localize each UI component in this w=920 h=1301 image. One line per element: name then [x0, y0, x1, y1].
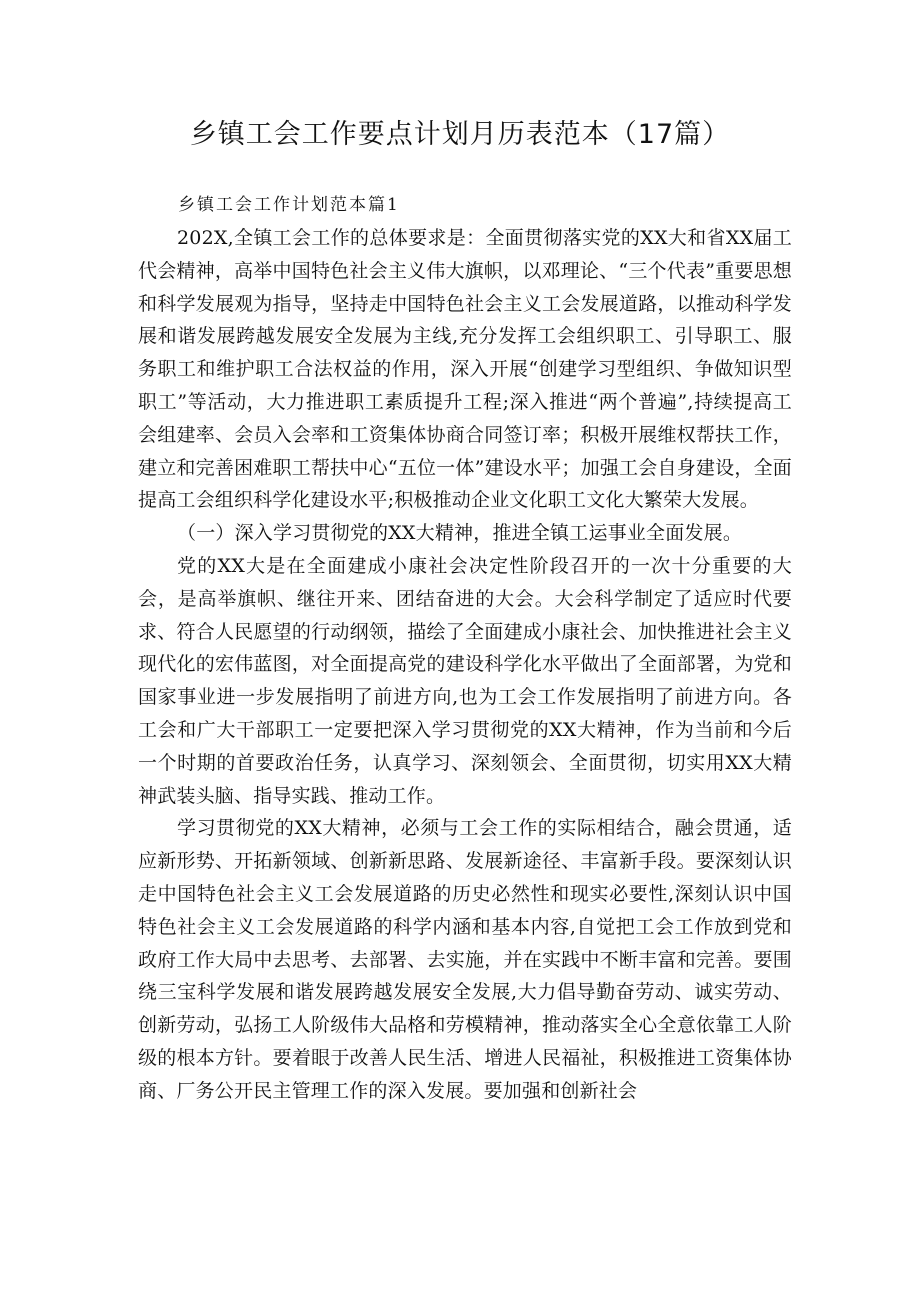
paragraph-section-heading-1: （一）深入学习贯彻党的XX大精神，推进全镇工运事业全面发展。 — [177, 522, 743, 545]
section-subtitle: 乡镇工会工作计划范本篇1 — [178, 195, 400, 215]
paragraph-overall-requirements: 202X,全镇工会工作的总体要求是：全面贯彻落实党的XX大和省XX届工代会精神，高举中国特色社会主义伟大旗帜，以邓理论、“三个代表”重要思想和科学发展观为指导，坚持走中国特色社会主义工会发展道路，以推动科学发展和谐发展跨越发展安全发展为主线,充分发挥工会组织职工、引导职工、服务职工和维护职工合法权益的作用，深入开展“创建学习型组织、争做知识型职工”等活动，大力推进职工素质提升工程;深入推进“两个普遍”,持续提高工会组建率、会员入会率和工资集体协商合同签订率；积极开展维权帮扶工作，建立和完善困难职工帮扶中心“五位一体”建设水平；加强工会自身建设，全面提高工会组织科学化建设水平;积极推动企业文化职工文化大繁荣大发展。 — [138, 227, 792, 512]
paragraph-study-implementation: 学习贯彻党的XX大精神，必须与工会工作的实际相结合，融会贯通，适应新形势、开拓新领域、创新新思路、发展新途径、丰富新手段。要深刻认识走中国特色社会主义工会发展道路的历史必然性和现实必要性,深刻认识中国特色社会主义工会发展道路的科学内涵和基本内容,自觉把工会工作放到党和政府工作大局中去思考、去部署、去实施，并在实践中不断丰富和完善。要围绕三宝科学发展和谐发展跨越发展安全发展,大力倡导勤奋劳动、诚实劳动、创新劳动，弘扬工人阶级伟大品格和劳模精神，推动落实全心全意依靠工人阶级的根本方针。要着眼于改善人民生活、增进人民福祉，积极推进工资集体协商、厂务公开民主管理工作的深入发展。要加强和创新社会 — [138, 817, 792, 1102]
document-title: 乡镇工会工作要点计划月历表范本（17篇） — [189, 119, 731, 150]
paragraph-congress-significance: 党的XX大是在全面建成小康社会决定性阶段召开的一次十分重要的大会，是高举旗帜、继往开来、团结奋进的大会。大会科学制定了适应时代要求、符合人民愿望的行动纲领，描绘了全面建成小康社会、加快推进社会主义现代化的宏伟蓝图，对全面提高党的建设科学化水平做出了全面部署，为党和国家事业进一步发展指明了前进方向,也为工会工作发展指明了前进方向。各工会和广大干部职工一定要把深入学习贯彻党的XX大精神，作为当前和今后一个时期的首要政治任务，认真学习、深刻领会、全面贯彻，切实用XX大精神武装头脑、指导实践、推动工作。 — [138, 554, 792, 807]
document-body — [138, 191, 792, 1108]
